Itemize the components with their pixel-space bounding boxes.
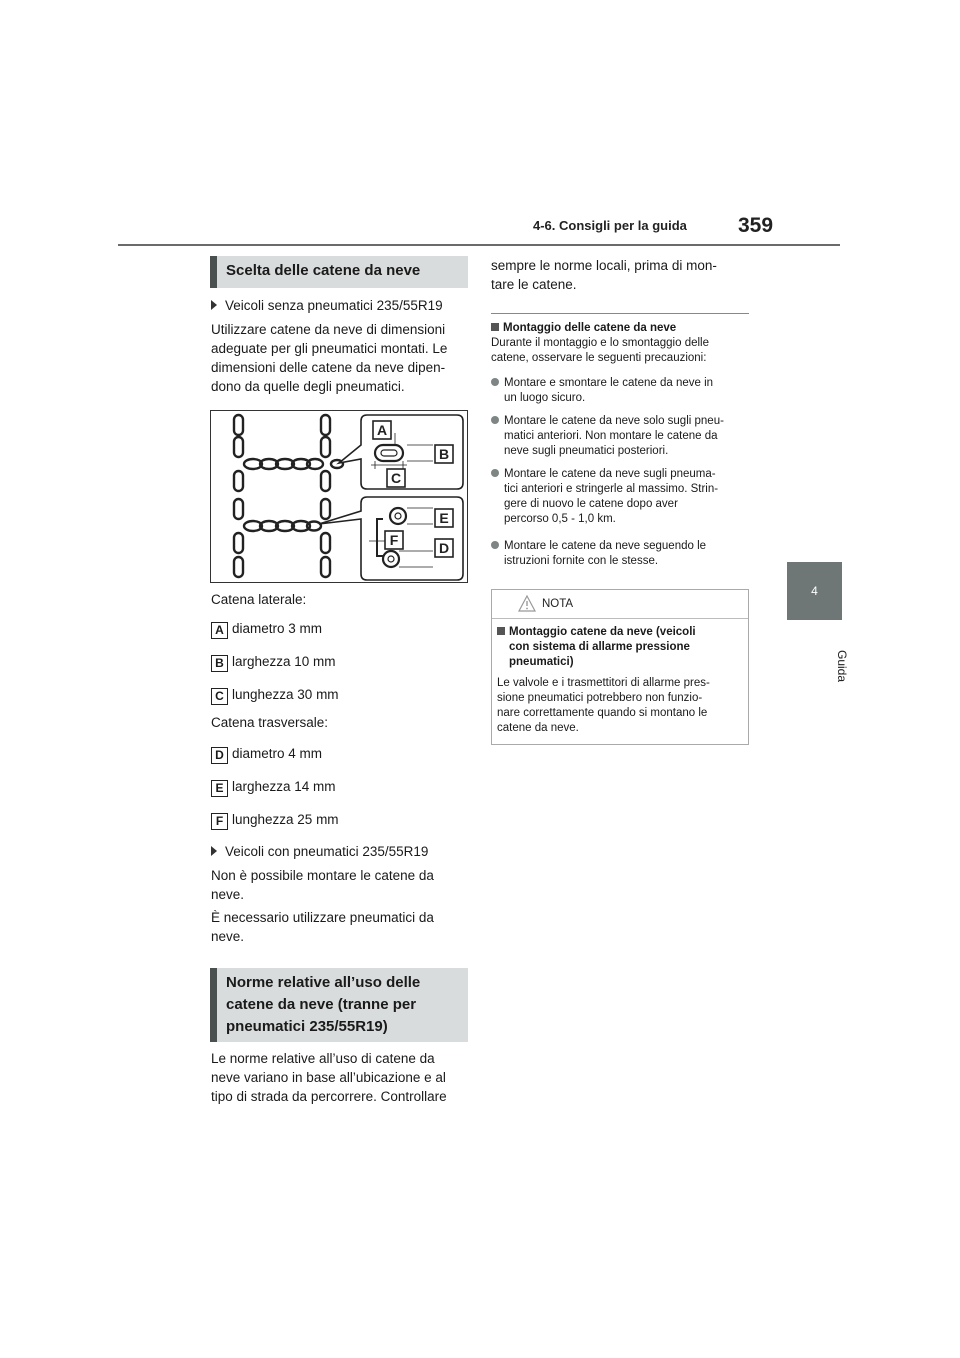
figure-label-c: C — [390, 470, 402, 486]
note-heading: Montaggio catene da neve (veicoli con sistema di allarme pressione pneumatici) — [497, 625, 745, 670]
round-bullet-icon — [491, 416, 499, 424]
vertical-chain-right — [321, 415, 330, 577]
note-title: NOTA — [542, 598, 574, 610]
badge-letter: F — [211, 813, 228, 830]
note-box — [491, 589, 749, 745]
spec-row: F lunghezza 25 mm — [211, 812, 339, 830]
round-bullet-icon — [491, 469, 499, 477]
badge-letter: D — [211, 747, 228, 764]
warning-triangle-icon — [518, 595, 536, 612]
divider — [491, 313, 749, 314]
figure-label-f: F — [389, 532, 399, 548]
bullet-vehicles-without-tyres: Veicoli senza pneumatici 235/55R19 — [211, 296, 469, 315]
paragraph-winter-tyres: È necessario utilizzare pneumatici da neve. — [211, 910, 434, 944]
badge-letter: B — [211, 655, 228, 672]
paragraph-not-possible: Non è possibile montare le catene da neve. — [211, 868, 434, 902]
paragraph-chain-size: Utilizzare catene da neve di dimensioni adeguate per gli pneumatici montati. Le dimensioni delle catene da neve dipen- dono da quelle degli pneumatici. — [211, 322, 448, 394]
spec-row: A diametro 3 mm — [211, 621, 322, 639]
page-number: 359 — [738, 214, 774, 237]
spec-row: B larghezza 10 mm — [211, 654, 336, 672]
figure-label-d: D — [438, 540, 450, 556]
square-bullet-icon — [497, 627, 505, 635]
spec-row: C lunghezza 30 mm — [211, 687, 339, 705]
figure-label-b: B — [438, 446, 450, 462]
bullet-arrow-icon — [211, 300, 217, 310]
chapter-tab-label: Guida — [835, 650, 849, 683]
badge-letter: E — [211, 780, 228, 797]
snow-chain-illustration — [211, 411, 467, 582]
horizontal-chain-top — [244, 459, 343, 469]
section-title-chain-rules: Norme relative all’uso delle catene da neve (tranne per pneumatici 235/55R19) — [210, 968, 468, 1042]
snow-chain-figure — [210, 410, 468, 583]
cross-chain-title: Catena trasversale: — [211, 715, 329, 730]
mounting-item: Montare le catene da neve solo sugli pneu- matici anteriori. Non montare le catene da neve sugli pneumatici posteriori. — [491, 414, 751, 459]
bullet-arrow-icon — [211, 846, 217, 856]
badge-letter: C — [211, 688, 228, 705]
mounting-heading: Montaggio delle catene da neve — [491, 318, 751, 336]
mounting-intro: Durante il montaggio e lo smontaggio delle catene, osservare le seguenti precauzioni: — [491, 337, 709, 364]
horizontal-chain-bottom — [244, 521, 321, 531]
paragraph-local-rules: Le norme relative all’uso di catene da neve variano in base all’ubicazione e al tipo di strada da percorrere. Controllare — [211, 1051, 447, 1104]
vertical-chain-left — [234, 415, 243, 577]
figure-label-a: A — [376, 422, 388, 438]
mounting-item: Montare le catene da neve sugli pneuma- tici anteriori e stringerle al massimo. Strin- gere di nuovo le catene dopo aver percorso 0,5 - 1,0 km. — [491, 467, 751, 527]
paragraph-continue: sempre le norme locali, prima di mon- tare le catene. — [491, 258, 717, 292]
badge-letter: A — [211, 622, 228, 639]
note-body: Le valvole e i trasmettitori di allarme pres- sione pneumatici potrebbero non funzio- nare correttamente quando si montano le catene da neve. — [497, 677, 710, 734]
section-title-snow-chain-choice: Scelta delle catene da neve — [210, 256, 468, 288]
header-rule — [118, 244, 840, 246]
note-header — [492, 590, 748, 619]
bullet-vehicles-with-tyres: Veicoli con pneumatici 235/55R19 — [211, 842, 469, 861]
square-bullet-icon — [491, 323, 499, 331]
chapter-tab[interactable]: 4 — [787, 562, 842, 620]
round-bullet-icon — [491, 541, 499, 549]
mounting-item: Montare le catene da neve seguendo le istruzioni fornite con le stesse. — [491, 539, 751, 569]
figure-label-e: E — [439, 510, 449, 526]
side-chain-title: Catena laterale: — [211, 592, 307, 607]
mounting-item: Montare e smontare le catene da neve in un luogo sicuro. — [491, 376, 751, 406]
spec-row: E larghezza 14 mm — [211, 779, 336, 797]
spec-row: D diametro 4 mm — [211, 746, 322, 764]
chapter-title: 4-6. Consigli per la guida — [533, 218, 687, 233]
round-bullet-icon — [491, 378, 499, 386]
